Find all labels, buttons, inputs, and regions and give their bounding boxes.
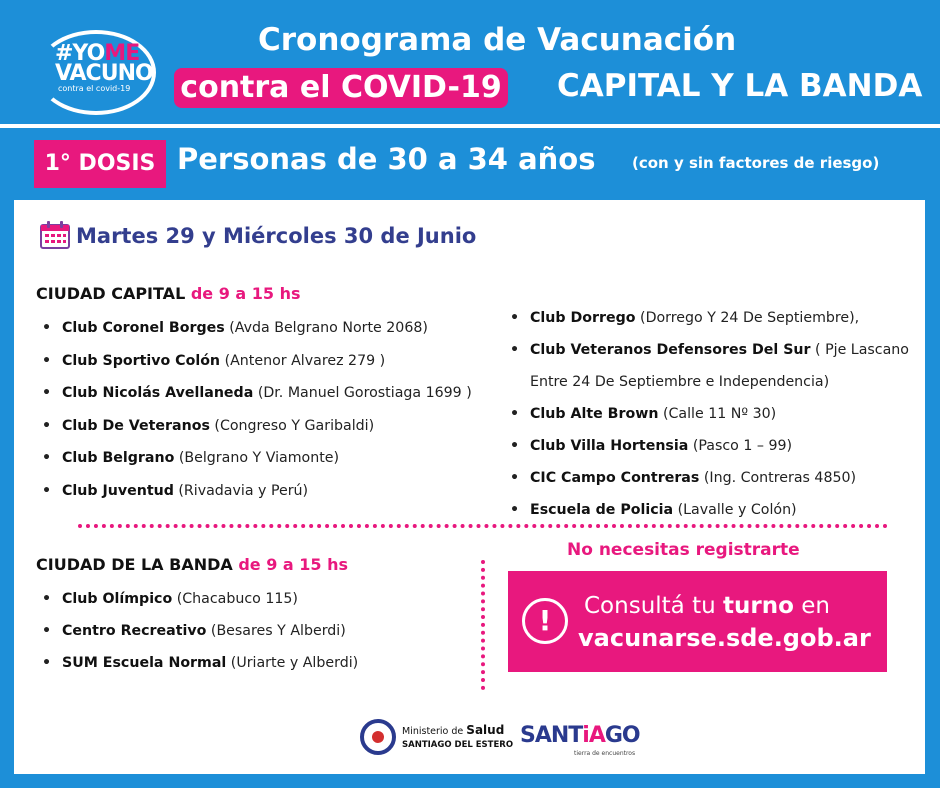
list-item: • Club Nicolás Avellaneda (Dr. Manuel Gorostiaga 1699 ) [36, 383, 472, 416]
capital-title: CIUDAD CAPITAL [36, 284, 186, 303]
list-item: • Club Dorrego (Dorrego Y 24 De Septiembre), [504, 302, 909, 334]
list-item: • Club Villa Hortensia (Pasco 1 – 99) [504, 430, 909, 462]
capital-section-title [36, 284, 301, 303]
banda-list [36, 589, 358, 685]
age-group-title: Personas de 30 a 34 años [177, 142, 596, 176]
capital-hours: de 9 a 15 hs [190, 284, 301, 303]
logo-vacuno: VACUNO [55, 61, 153, 86]
turno-box [508, 571, 887, 672]
list-item: • Centro Recreativo (Besares Y Alberdi) [36, 621, 358, 653]
no-registration-notice: No necesitas registrarte [567, 540, 800, 560]
ministry-seal-icon [360, 719, 396, 755]
province-name: SANTIAGO DEL ESTERO [402, 740, 514, 750]
dotted-divider-vertical [481, 560, 485, 690]
capital-list [36, 318, 472, 514]
dose-row [0, 128, 940, 200]
calendar-icon [40, 221, 70, 249]
dotted-divider-horizontal [78, 524, 888, 528]
banda-title: CIUDAD DE LA BANDA [36, 555, 233, 574]
turno-text: Consultá tu turno en [584, 593, 830, 619]
header [0, 0, 940, 126]
santiago-logo: SANTiAGO [520, 723, 640, 748]
logo-me: ME [104, 41, 140, 66]
alert-icon: ! [522, 598, 568, 644]
ministry-logo [360, 717, 514, 757]
dose-badge: 1° DOSIS [34, 140, 166, 188]
list-item: • Escuela de Policia (Lavalle y Colón) [504, 494, 909, 526]
list-item: • CIC Campo Contreras (Ing. Contreras 4850) [504, 462, 909, 494]
list-item: • Club Juventud (Rivadavia y Perú) [36, 481, 472, 514]
schedule-card [14, 200, 925, 774]
list-item: • Club Belgrano (Belgrano Y Viamonte) [36, 448, 472, 481]
list-item: • SUM Escuela Normal (Uriarte y Alberdi) [36, 653, 358, 685]
list-item: • Club Alte Brown (Calle 11 Nº 30) [504, 398, 909, 430]
santiago-tagline: tierra de encuentros [574, 750, 636, 757]
list-item: • Club Veteranos Defensores Del Sur ( Pje Lascano Entre 24 De Septiembre e Independencia) [504, 334, 909, 398]
logo-text [55, 41, 153, 86]
logo-sub: contra el covid-19 [58, 84, 131, 93]
page-title: Cronograma de Vacunación [258, 22, 737, 58]
capital-list-right [504, 302, 909, 526]
ministry-name: Ministerio de Salud [402, 723, 505, 737]
date-title: Martes 29 y Miércoles 30 de Junio [76, 224, 477, 248]
list-item: • Club Coronel Borges (Avda Belgrano Norte 2068) [36, 318, 472, 351]
list-item: • Club Olímpico (Chacabuco 115) [36, 589, 358, 621]
covid-pill: contra el COVID-19 [174, 68, 508, 108]
banda-hours: de 9 a 15 hs [238, 555, 349, 574]
list-item: • Club Sportivo Colón (Antenor Alvarez 279 ) [36, 351, 472, 384]
list-item: • Club De Veteranos (Congreso Y Garibaldi) [36, 416, 472, 449]
region-title: CAPITAL Y LA BANDA [557, 68, 923, 104]
logo-hash-yo: #YO [55, 41, 105, 66]
banda-section-title [36, 555, 348, 574]
risk-note: (con y sin factores de riesgo) [632, 154, 880, 172]
turno-url[interactable]: vacunarse.sde.gob.ar [578, 624, 871, 652]
